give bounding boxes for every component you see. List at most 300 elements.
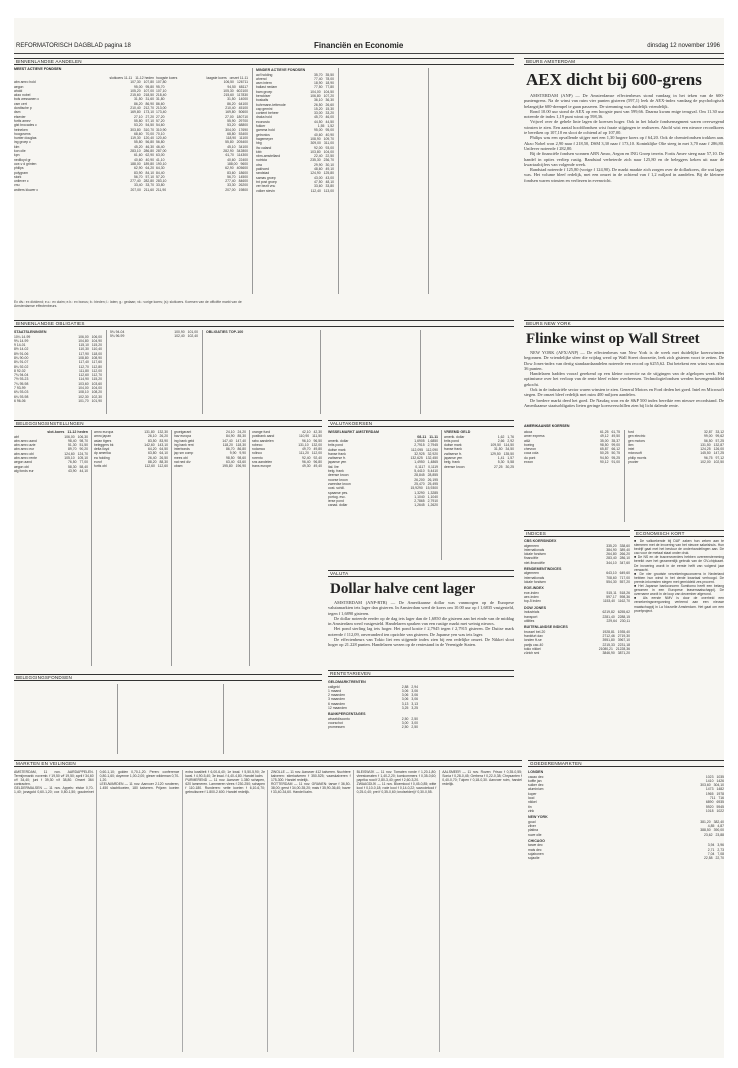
table-cell: 303,80 xyxy=(130,127,141,132)
section-beleggingsfondsen xyxy=(14,674,322,756)
table-cell: 1022 xyxy=(716,808,724,813)
table-cell: 50,75 xyxy=(611,451,620,456)
table-cell: 106,00 xyxy=(91,334,102,339)
column-divider xyxy=(441,430,442,560)
table-cell: 235,30 xyxy=(310,158,321,163)
table-cell: 117830 xyxy=(236,93,248,98)
table-cell: 33,70 xyxy=(145,183,154,188)
table-cell: cap gemini xyxy=(256,106,273,111)
table-cell: 1,41 xyxy=(497,455,505,460)
table-cell: 643,10 xyxy=(606,571,617,576)
table-cell: 94,50 xyxy=(227,84,236,89)
table-cell: 98,40 xyxy=(68,438,77,443)
table-cell: postbank aand xyxy=(252,434,275,439)
table-cell: 102,40 xyxy=(187,334,198,339)
table-cell: 5920 xyxy=(705,804,714,809)
table-cell: zink xyxy=(528,808,535,813)
section-title: BELEGGINGSFONDSEN xyxy=(14,674,322,681)
table-cell: 4,85 xyxy=(707,823,715,828)
paragraph: BLEISWIJK — 11 nov. Tomaten ronde f 1,20-1,80; vleestomaten f 1,40-2,20; komkommers f 0,35-0,60; paprika rood f 2,80-3,40; geel f 2,60-3,20. xyxy=(356,770,437,783)
table-cell: 112,60 xyxy=(78,373,89,378)
table-cell: 342800 xyxy=(236,149,248,154)
table-cell: 1,4950 xyxy=(414,460,425,465)
paragraph: Handelaren hadden vooraf gerekend op een kleine correctie na de stijgingen van de afgelopen week. Het optimisme over het verloop van de rente bleef echter overheersen. Technologiefondsen werden bovengemiddeld gekocht. xyxy=(524,371,724,387)
table-subhead: MEEST ACTIEVE FONDSEN xyxy=(14,67,62,71)
table-cell: 86,70 xyxy=(226,447,235,452)
table-cell: asian tigers xyxy=(94,438,112,443)
table-cell: hunter douglas xyxy=(14,136,37,141)
table-cell: 30,25 xyxy=(505,464,514,469)
table-cell: gamma hold xyxy=(256,128,275,133)
paragraph: ■ Het Japanse bankconcern Sumitomo heeft een belang genomen in een Europese leasemaatschappij. De overname wordt in de loop van december afgerond. xyxy=(634,584,724,597)
table-cell: 45100 xyxy=(238,106,248,111)
table-cell: 3,00 xyxy=(411,721,418,726)
table-cell: stork xyxy=(14,174,22,179)
table-cell: 717,00 xyxy=(619,575,630,580)
table-cell: 2215,33 xyxy=(602,642,615,647)
amer-rows-b xyxy=(628,430,724,464)
table-cell: 53,20 xyxy=(227,123,236,128)
table-cell: 1935,40 xyxy=(617,629,630,634)
column-divider xyxy=(420,330,421,414)
table-cell: 35,00 xyxy=(600,438,609,443)
table-cell: zwitserse fr. xyxy=(444,451,462,456)
table-cell: 1018 xyxy=(705,808,714,813)
table-cell: philips xyxy=(14,166,24,171)
table-cell: 1,1040 xyxy=(427,494,438,499)
table-cell: japanse yen xyxy=(444,455,463,460)
table-cell: jap sm comp xyxy=(174,451,194,456)
table-cell: tokio nikkei xyxy=(524,646,541,651)
table-cell: 98,60 xyxy=(237,455,246,460)
table-cell: 63,40 xyxy=(226,460,235,465)
table-cell: 304,00 xyxy=(225,127,236,132)
table-cell: 44,10 xyxy=(79,468,88,473)
table-subhead: WISSELMARKT AMSTERDAM xyxy=(328,430,379,434)
table-cell: 110,90 xyxy=(299,434,310,439)
table-cell: 2719,30 xyxy=(617,633,630,638)
table-cell: 83,90 xyxy=(159,438,168,443)
section-obligaties xyxy=(14,320,514,416)
paragraph: ZWOLLE — 11 nov. Aanvoer 412 kalveren. Nuchtere kalveren: stierkalveren f 350-525; vaarskalveren f 175-300. Handel redelijk. xyxy=(270,770,351,783)
table-cell: 189,80 xyxy=(143,161,154,166)
section-amerikaanse-koersen xyxy=(524,424,724,528)
table-cell: 2231,18 xyxy=(617,642,630,647)
table-cell: 114300 xyxy=(236,153,248,158)
table-cell: 6935 xyxy=(716,800,724,805)
table-cell: 56,70 xyxy=(227,174,236,179)
table-cell: 49,50 xyxy=(611,434,620,439)
table-row xyxy=(256,189,334,193)
table-cell: 1,52 xyxy=(327,124,334,129)
table-subhead: MINDER ACTIEVE FONDSEN xyxy=(256,68,306,72)
table-cell: 26200 xyxy=(238,183,248,188)
table-cell: 34,50 xyxy=(505,447,514,452)
wisselmarkt-table xyxy=(328,430,438,508)
table-cell: orange fund xyxy=(252,430,271,434)
paragraph: Rond 10.00 uur stond de AEX op een hoogste punt van 599,66. Daarna kwam enige terugval. Om 11.30 uur noteerde de index 1,19 punt winst op 598,36. xyxy=(524,108,724,120)
article-headline: Dollar halve cent lager xyxy=(330,581,476,597)
table-cell: boskalis xyxy=(256,98,269,103)
table-cell: beleggers bk xyxy=(94,442,114,447)
column-header: omzet 11-11 xyxy=(229,76,248,80)
table-cell: 51,50 xyxy=(79,443,88,448)
section-beleggingsinstellingen xyxy=(14,420,322,670)
table-cell: 97,12 xyxy=(715,455,724,460)
table-cell: 188,00 xyxy=(227,161,238,166)
table-cell: 147,25 xyxy=(713,451,724,456)
table-cell: 169,80 xyxy=(130,110,141,115)
table-cell: 102,30 xyxy=(78,394,89,399)
table-cell: 70,10 xyxy=(156,131,165,136)
table-cell: 61,60 xyxy=(134,153,143,158)
table-cell: alcoa xyxy=(524,430,533,434)
table-cell: 91,00 xyxy=(611,460,620,465)
table-cell: dp amerika xyxy=(94,451,111,456)
table-cell: 5,4410 xyxy=(414,469,425,474)
table-cell: 58,40 xyxy=(79,464,88,469)
header-paper-name: REFORMATORISCH DAGBLAD pagina 18 xyxy=(16,43,131,49)
table-cell: 213,00 xyxy=(156,106,167,111)
table-cell: 41,10 xyxy=(156,157,165,162)
table-cell: industrials xyxy=(524,610,540,615)
table-cell: 1928,81 xyxy=(602,629,615,634)
table-cell: 124,90 xyxy=(310,171,321,176)
table-cell: 1,55 xyxy=(317,124,325,129)
table-cell: 381,20 xyxy=(700,819,711,824)
table-cell: 53400 xyxy=(238,131,248,136)
table-cell: 6890 xyxy=(705,800,714,805)
table-cell: 1,57 xyxy=(507,455,514,460)
table-cell: 210,40 xyxy=(225,106,236,111)
table-cell: 282,90 xyxy=(223,149,234,154)
table-cell: 9 14-01 xyxy=(14,343,26,348)
table-cell: 95,00 xyxy=(134,84,143,89)
table-cell: 103,60 xyxy=(78,381,89,386)
section-indices xyxy=(524,530,630,750)
table-cell: 4,87 xyxy=(717,823,724,828)
table-cell: promessen xyxy=(328,725,345,730)
table-cell: 48,60 xyxy=(314,167,323,172)
table-cell: 14500 xyxy=(238,174,248,179)
table-cell: 84,10 xyxy=(145,170,154,175)
vreemd-geld-table xyxy=(444,430,514,469)
table-cell: robeco xyxy=(252,442,263,447)
table-cell: cacao dec xyxy=(528,774,544,779)
table-cell: 109,70 xyxy=(323,136,334,141)
table-cell: 27,10 xyxy=(134,114,143,119)
table-cell: 190,10 xyxy=(156,161,167,166)
table-cell: 43,90 xyxy=(68,468,77,473)
table-cell: 118,20 xyxy=(222,442,233,447)
table-cell: 68800 xyxy=(238,123,248,128)
bi-rows-d xyxy=(252,430,322,469)
column-divider xyxy=(91,430,92,666)
table-cell: rorento xyxy=(252,455,263,460)
table-cell: internationals xyxy=(524,575,545,580)
table-cell: ing bank geld xyxy=(174,438,195,443)
table-cell: 50600 xyxy=(238,110,248,115)
table-cell: 84,40 xyxy=(156,170,165,175)
table-cell: brits pond xyxy=(444,438,459,443)
table-subhead: CHICAGO xyxy=(528,838,545,843)
table-cell: 1426 xyxy=(716,778,724,783)
paragraph: Philips was een opvallende stijger met een 1,30 hogere koers op f 64,20. Ook de chemiefondsen trokken aan. Akzo Nobel won 2,90 naar f 218,50, DSM 3,30 naar f 173,10. Koninklijke Olie steeg in met 3,70 naar f 286,80. Unilever noteerde f 282,80. xyxy=(524,135,724,151)
table-cell: 3846,90 xyxy=(602,651,615,656)
table-cell: akzo nobel xyxy=(14,93,31,98)
table-cell: 57,10 xyxy=(145,118,154,123)
table-cell: 27,20 xyxy=(156,114,165,119)
table-cell: 3,25 xyxy=(401,705,409,710)
table-cell: 188,00 xyxy=(130,161,141,166)
table-cell: 57,20 xyxy=(156,174,165,179)
bi-rows-c xyxy=(174,430,246,469)
table-cell: 107,00 xyxy=(143,88,154,93)
table-cell: 112,090 xyxy=(425,447,438,452)
indices-body xyxy=(524,539,630,655)
table-cell: 44,50 xyxy=(314,119,323,124)
table-cell: 32,87 xyxy=(704,430,713,434)
table-cell: 44,50 xyxy=(325,119,334,124)
table-cell: 92,40 xyxy=(302,455,311,460)
table-cell: 111,80 xyxy=(79,368,89,373)
table-cell: 1,4865 xyxy=(427,460,438,465)
section-title: BEURS NEW YORK xyxy=(524,320,724,327)
table-cell: 55,80 xyxy=(134,140,143,145)
column-header: STAATSLENINGEN xyxy=(14,330,47,334)
table-cell: buhrmann-tetterode xyxy=(256,102,286,107)
table-cell: 132,30 xyxy=(157,430,168,434)
table-cell: 3,00 xyxy=(401,721,409,726)
table-cell: 64,20 xyxy=(148,447,157,452)
table-cell: 3,06 xyxy=(401,697,409,702)
table-cell: 96,40 xyxy=(302,460,311,465)
table-row xyxy=(94,464,168,468)
table-cell: 45,20 xyxy=(134,144,143,149)
table-cell: 207,00 xyxy=(225,187,236,192)
column-divider xyxy=(117,684,118,754)
table-cell: 104,50 xyxy=(323,89,334,94)
table-cell: 3,96 xyxy=(717,843,724,848)
table-cell: 103,60 xyxy=(91,381,102,386)
table-cell: 102,40 xyxy=(174,334,185,339)
table-cell: bam groep xyxy=(256,89,273,94)
table-cell: 287,00 xyxy=(156,149,167,154)
column-divider xyxy=(249,430,250,666)
minder-actieve-table xyxy=(256,68,334,193)
table-cell: nedlloyd gr xyxy=(14,157,31,162)
table-cell: 96,80 xyxy=(313,460,322,465)
table-cell: abn amro eur xyxy=(14,447,35,452)
table-cell: 215,60 xyxy=(223,93,234,98)
column-divider xyxy=(338,68,339,294)
table-cell: 53,20 xyxy=(134,123,143,128)
table-cell: 26,40 xyxy=(148,455,157,460)
table-cell: 3,13 xyxy=(411,701,418,706)
table-cell: 24,10 xyxy=(226,430,235,434)
section-binnenlandse-aandelen xyxy=(14,58,514,316)
table-cell: draka hold xyxy=(256,115,272,120)
section-title: MARKTEN EN VEILINGEN xyxy=(14,760,522,767)
table-cell: lokale fondsen xyxy=(524,580,546,585)
table-cell: 515,11 xyxy=(606,590,617,595)
table-cell: 8½ 14-02 xyxy=(14,347,29,352)
table-cell: trans europe xyxy=(252,464,272,469)
table-cell: 64,10 xyxy=(159,451,168,456)
section-title: BELEGGINGSINSTELLINGEN xyxy=(14,420,322,427)
table-cell: franse frank xyxy=(328,451,346,456)
table-cell: 382,40 xyxy=(713,819,724,824)
table-cell: koffie jan xyxy=(528,778,542,783)
table-cell: rodamco xyxy=(252,447,266,452)
table-cell: 24,20 xyxy=(237,430,246,434)
table-cell: 85,30 xyxy=(237,434,246,439)
section-title: GOEDERENMARKTEN xyxy=(528,760,724,767)
table-cell: boeing xyxy=(524,442,535,447)
table-cell: 68,80 xyxy=(227,131,236,136)
table-cell: nat ned div xyxy=(174,460,191,465)
table-cell: 2,50 xyxy=(401,725,409,730)
table-cell: 347,60 xyxy=(619,560,630,565)
table-row xyxy=(524,619,630,623)
table-cell: 3951,80 xyxy=(602,638,615,643)
table-cell: nbm-amstelland xyxy=(256,154,281,159)
table-row xyxy=(252,464,322,468)
table-cell: 33,30 xyxy=(227,183,236,188)
table-cell: 33,80 xyxy=(156,183,165,188)
table-cell: 1162,70 xyxy=(617,599,630,604)
table-cell: 15,20 xyxy=(314,106,323,111)
table-cell: 169,80 xyxy=(225,110,236,115)
table-cell: 49,12 xyxy=(600,434,609,439)
table-cell: 2,50 xyxy=(411,716,418,721)
table-cell: 88,30 xyxy=(159,460,168,465)
paragraph: Het pond sterling lag iets hoger. Het pond kostte f 2,7945 tegen f 2,7915 gisteren. De Duitse mark noteerde f 112,09, onveranderd ten opzichte van gisteren. De Japanse yen was iets lager. xyxy=(328,626,514,637)
table-cell: 106,00 xyxy=(78,334,89,339)
section-rentetarieven xyxy=(328,670,514,756)
oblig-rows-b xyxy=(110,330,198,339)
table-cell: 3871,20 xyxy=(617,651,630,656)
table-cell: tnt post groep xyxy=(256,179,277,184)
table-cell: 6 maanden xyxy=(328,701,345,706)
table-cell: 26,50 xyxy=(159,455,168,460)
table-cell: utilities xyxy=(524,618,535,623)
table-cell: 18,90 xyxy=(325,81,334,86)
table-cell: vnu xyxy=(14,183,20,188)
table-cell: 3,06 xyxy=(411,697,418,702)
table-row xyxy=(174,464,246,468)
table-cell: 46,40 xyxy=(156,144,165,149)
table-cell: 83,90 xyxy=(134,170,143,175)
table-cell: 56,80 xyxy=(156,140,165,145)
table-cell: 92,40 xyxy=(313,455,322,460)
section-title: BINNENLANDSE OBLIGATIES xyxy=(14,320,514,327)
table-cell: 107,10 xyxy=(156,88,167,93)
table-cell: 2,50 xyxy=(401,716,409,721)
table-cell: 56,70 xyxy=(134,174,143,179)
paragraph: AALSMEER — 11 nov. Rozen: Frisco f 0,35-0,55; Sonia f 0,28-0,45; Gerbera f 0,22-0,38; Chrysanten f 0,40-0,70; Tulpen f 0,18-0,30. Aanvoer ruim, handel redelijk. xyxy=(442,770,522,787)
table-cell: 286,10 xyxy=(619,556,630,561)
table-cell: 18600 xyxy=(238,170,248,175)
table-rows xyxy=(524,610,630,623)
table-cell: 96,50 xyxy=(313,438,322,443)
table-cell: 309,00 xyxy=(310,141,321,146)
top100-table xyxy=(206,330,316,335)
table-cell: 390,00 xyxy=(713,828,724,833)
table-cell: 1473 xyxy=(705,787,714,792)
table-cell: 93,00 xyxy=(325,145,334,150)
table-cell: 147,40 xyxy=(222,438,233,443)
table-cell: aluminium xyxy=(528,787,544,792)
table-cell: 40,60 xyxy=(134,157,143,162)
table-cell: 21080,21 xyxy=(598,646,613,651)
table-cell: zweedse kroon xyxy=(328,481,351,486)
table-cell: 3 maanden xyxy=(328,697,345,702)
table-cell: 105,20 xyxy=(130,88,141,93)
table-cell: 86,80 xyxy=(237,447,246,452)
table-cell: 78,00 xyxy=(325,76,334,81)
table-cell: ea holding xyxy=(94,455,110,460)
table-cell: 33,80 xyxy=(325,184,334,189)
table-cell: 1,3285 xyxy=(427,490,438,495)
table-cell: 145,50 xyxy=(700,451,711,456)
table-cell: 31,50 xyxy=(494,447,503,452)
paragraph: Vrijwel over de gehele linie lagen de koersen hoger. Ook in het lokale fondsensegment waren overwegend winsten te zien. Een aantal hoofdfondsen wist fraaie stijgingen te realiseren. Ahold wist een nieuwe recordkoers te bereiken op 107,10 en sloot de ochtend af op 107,00. xyxy=(524,119,724,136)
table-cell: 113,00 xyxy=(323,188,334,193)
table-cell: financiële xyxy=(524,556,539,561)
table-cell: 1,62 xyxy=(497,434,505,439)
table-cell: 1,76 xyxy=(507,434,514,439)
table-row xyxy=(328,725,418,729)
table-cell: 124,70 xyxy=(77,451,88,456)
table-cell: algemeen xyxy=(524,571,539,576)
table-cell: 33,60 xyxy=(314,184,323,189)
table-cell: 132,00 xyxy=(311,442,322,447)
table-cell: 8 92-02 xyxy=(14,368,26,373)
table-cell: 48,10 xyxy=(325,179,334,184)
header-date: dinsdag 12 november 1996 xyxy=(647,43,720,49)
table-cell: 5,4410 xyxy=(427,469,438,474)
table-cell: 99,00 xyxy=(611,442,620,447)
table-cell: 236,70 xyxy=(323,158,334,163)
table-cell: 132,625 xyxy=(410,456,423,461)
table-cell: ballast nedam xyxy=(256,85,278,90)
table-cell: 9,90 xyxy=(239,451,246,456)
table-cell: 1,6850 xyxy=(427,439,438,443)
table-cell: 40,90 xyxy=(325,132,334,137)
table-cell: 40,90 xyxy=(145,157,154,162)
table-cell: 211,60 xyxy=(143,187,154,192)
section-valuta xyxy=(328,570,514,668)
table-cell: algemeen xyxy=(524,543,539,548)
table-row xyxy=(328,503,438,507)
table-cell: 310,90 xyxy=(156,127,167,132)
table-cell: groeigarant xyxy=(174,430,192,434)
table-cell: aegon obl xyxy=(14,464,29,469)
table-cell: 11100 xyxy=(239,136,248,141)
table-subhead: OBLIGATIES TOP-100 xyxy=(206,330,244,334)
table-cell: 1482 xyxy=(716,787,724,792)
article-body xyxy=(524,350,724,408)
table-cell: 711 xyxy=(709,795,716,800)
table-cell: 649,60 xyxy=(619,571,630,576)
table-cell: top-5 index xyxy=(524,599,541,604)
table-cell: alg fonds eur xyxy=(14,468,34,473)
table-cell: 46,30 xyxy=(145,144,154,149)
table-cell: 107,30 xyxy=(130,80,141,85)
table-cell: 62,90 xyxy=(134,166,143,171)
paragraph: AMSTERDAM (ANP) — De Amsterdamse effectenbeurs stond vandaag in het teken van de 600-puntengrens. Na de winst van ruim vier punten gisteren (597,1) leek de AEX-index vandaag de psychologisch belangrijke 600-drempel te gaan passeren. De stemming was duidelijk vriendelijk. xyxy=(524,93,724,109)
